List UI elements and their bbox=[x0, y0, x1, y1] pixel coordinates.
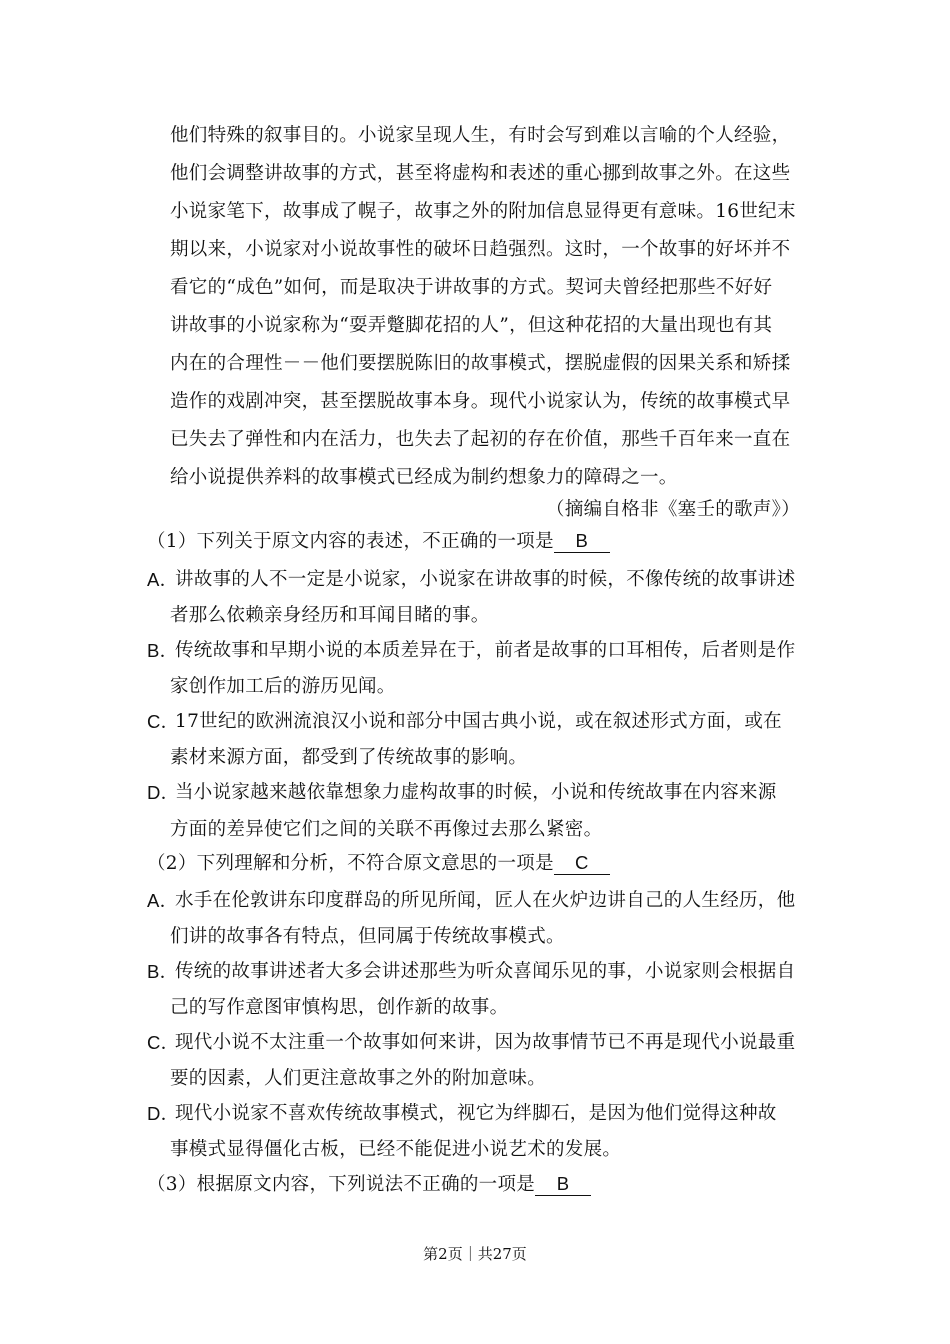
option-b-continued: 己的写作意图审慎构思，创作新的故事。 bbox=[170, 997, 509, 1018]
answer-blank: C bbox=[554, 852, 610, 875]
option-letter: D． bbox=[147, 1103, 180, 1124]
option-d-continued: 事模式显得僵化古板，已经不能促进小说艺术的发展。 bbox=[170, 1139, 622, 1160]
question-stem bbox=[147, 529, 610, 555]
option-text: 17世纪的欧洲流浪汉小说和部分中国古典小说，或在叙述形式方面，或在 bbox=[175, 711, 782, 732]
option-text: 传统的故事讲述者大多会讲述那些为听众喜闻乐见的事，小说家则会根据自 bbox=[175, 961, 796, 982]
option-text: 现代小说家不喜欢传统故事模式，视它为绊脚石，是因为他们觉得这种故 bbox=[175, 1103, 777, 1124]
option-text: 当小说家越来越依靠想象力虚构故事的时候，小说和传统故事在内容来源 bbox=[175, 782, 777, 803]
option-b-continued: 家创作加工后的游历见闻。 bbox=[170, 676, 396, 697]
option-text: 传统故事和早期小说的本质差异在于，前者是故事的口耳相传，后者则是作 bbox=[175, 640, 796, 661]
option-text: 现代小说不太注重一个故事如何来讲，因为故事情节已不再是现代小说最重 bbox=[175, 1032, 796, 1053]
option-a bbox=[147, 567, 796, 593]
option-c-continued: 要的因素，人们更注意故事之外的附加意味。 bbox=[170, 1068, 547, 1089]
passage-line: 已失去了弹性和内在活力，也失去了起初的存在价值，那些千百年来一直在 bbox=[170, 429, 791, 450]
question-stem bbox=[147, 851, 610, 877]
option-letter: C． bbox=[147, 711, 180, 732]
option-b bbox=[147, 638, 796, 664]
option-a bbox=[147, 888, 796, 914]
passage-line: 期以来，小说家对小说故事性的破坏日趋强烈。这时，一个故事的好坏并不 bbox=[170, 239, 791, 260]
passage-line: 造作的戏剧冲突，甚至摆脱故事本身。现代小说家认为，传统的故事模式早 bbox=[170, 391, 791, 412]
option-letter: D． bbox=[147, 782, 180, 803]
passage-line: 讲故事的小说家称为“耍弄蹩脚花招的人”，但这种花招的大量出现也有其 bbox=[170, 315, 773, 336]
passage-line: 小说家笔下，故事成了幌子，故事之外的附加信息显得更有意味。16世纪末 bbox=[170, 201, 796, 222]
passage-line: 看它的“成色”如何，而是取决于讲故事的方式。契诃夫曾经把那些不好好 bbox=[170, 277, 773, 298]
question-stem-text: （1）下列关于原文内容的表述，不正确的一项是 bbox=[147, 531, 554, 552]
option-letter: C． bbox=[147, 1032, 180, 1053]
answer-blank: B bbox=[554, 530, 610, 553]
option-c bbox=[147, 1030, 796, 1056]
option-c bbox=[147, 709, 782, 735]
option-b bbox=[147, 959, 796, 985]
answer-blank: B bbox=[535, 1173, 591, 1196]
option-letter: A． bbox=[147, 569, 179, 590]
option-c-continued: 素材来源方面，都受到了传统故事的影响。 bbox=[170, 747, 528, 768]
option-d bbox=[147, 1101, 777, 1127]
passage-source: （摘编自格非《塞壬的歌声》） bbox=[546, 499, 800, 520]
option-a-continued: 者那么依赖亲身经历和耳闻目睹的事。 bbox=[170, 605, 490, 626]
option-a-continued: 们讲的故事各有特点，但同属于传统故事模式。 bbox=[170, 926, 565, 947]
question-stem-text: （3）根据原文内容，下列说法不正确的一项是 bbox=[147, 1174, 536, 1195]
option-d bbox=[147, 780, 777, 806]
question-stem bbox=[147, 1172, 591, 1198]
option-d-continued: 方面的差异使它们之间的关联不再像过去那么紧密。 bbox=[170, 819, 603, 840]
passage-line: 内在的合理性－－他们要摆脱陈旧的故事模式，摆脱虚假的因果关系和矫揉 bbox=[170, 353, 791, 374]
passage-line: 他们特殊的叙事目的。小说家呈现人生，有时会写到难以言喻的个人经验， bbox=[170, 125, 791, 146]
option-letter: A． bbox=[147, 890, 179, 911]
passage-line: 给小说提供养料的故事模式已经成为制约想象力的障碍之一。 bbox=[170, 467, 678, 488]
option-letter: B． bbox=[147, 961, 179, 982]
option-text: 水手在伦敦讲东印度群岛的所见所闻，匠人在火炉边讲自己的人生经历，他 bbox=[175, 890, 796, 911]
page-footer: 第2页｜共27页 bbox=[423, 1245, 527, 1263]
question-stem-text: （2）下列理解和分析，不符合原文意思的一项是 bbox=[147, 853, 554, 874]
passage-line: 他们会调整讲故事的方式，甚至将虚构和表述的重心挪到故事之外。在这些 bbox=[170, 163, 791, 184]
option-letter: B． bbox=[147, 640, 179, 661]
option-text: 讲故事的人不一定是小说家，小说家在讲故事的时候，不像传统的故事讲述 bbox=[175, 569, 796, 590]
